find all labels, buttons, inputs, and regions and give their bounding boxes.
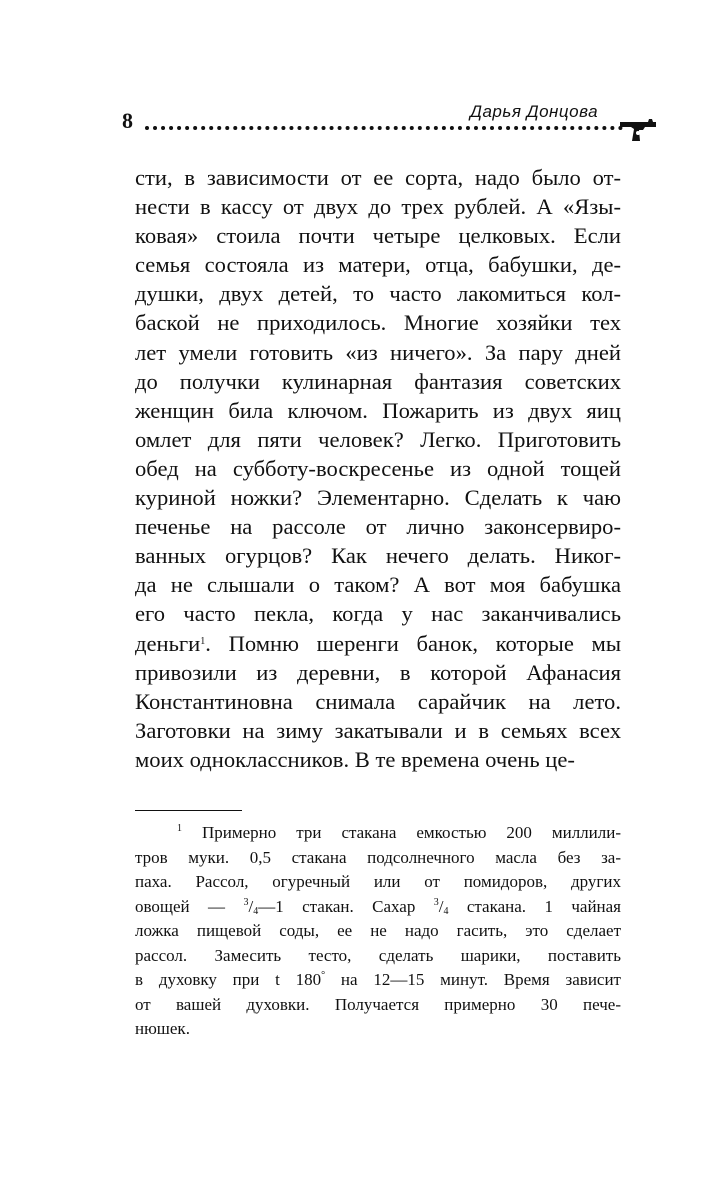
fraction-numerator: 3 <box>433 896 439 908</box>
text-line: куриной ножки? Элементарно. Сделать к чаю <box>135 485 621 511</box>
fraction-slash: / <box>438 896 444 916</box>
footnote-line: от вашей духовки. Получается примерно 30 пече- <box>135 994 621 1014</box>
footnote-line: ложка пищевой соды, ее не надо гасить, это сделает <box>135 921 621 940</box>
footnote-text: овощей — <box>135 896 244 916</box>
text-line: моих одноклассников. В те времена очень це- <box>135 746 575 772</box>
footnote-reference[interactable]: 1 <box>200 635 206 647</box>
footnote-marker: 1 <box>177 823 182 834</box>
fraction-denominator: 4 <box>253 905 259 917</box>
footnote-text: в духовку при t 180 <box>135 970 322 989</box>
text-line: ковая» стоила почти четыре целковых. Если <box>135 223 621 249</box>
footnote-text: —1 стакан. Сахар <box>258 896 434 916</box>
header-dotted-rule <box>145 126 623 130</box>
text-line: Константиновна снимала сарайчик на лето. <box>135 688 621 714</box>
footnote-line: рассол. Замесить тесто, сделать шарики, поставить <box>135 945 621 965</box>
footnote <box>135 821 621 1042</box>
degree-sign: ° <box>321 970 326 981</box>
text-line: привозили из деревни, в которой Афанасия <box>135 659 621 685</box>
fraction-slash: / <box>248 896 254 916</box>
footnote-text: на 12—15 минут. Время зависит <box>325 970 621 989</box>
text-line: сти, в зависимости от ее сорта, надо было от- <box>135 165 621 190</box>
footnote-text: Примерно три стакана емкостью 200 миллили- <box>201 823 622 842</box>
footnote-line: тров муки. 0,5 стакана подсолнечного масла без за- <box>135 847 621 867</box>
revolver-icon <box>618 114 658 144</box>
text-fragment: деньги <box>135 630 201 656</box>
text-line: ванных огурцов? Как нечего делать. Никог- <box>135 543 621 569</box>
fraction-numerator: 3 <box>243 896 249 908</box>
text-line: нести в кассу от двух до трех рублей. А «Язы- <box>135 194 621 220</box>
text-line: лет умели готовить «из ничего». За пару дней <box>135 339 621 365</box>
text-line: до получки кулинарная фантазия советских <box>135 368 621 394</box>
text-line: печенье на рассоле от лично законсервиро- <box>135 514 621 540</box>
footnote-line <box>135 895 621 920</box>
footnote-line: паха. Рассол, огуречный или от помидоров, других <box>135 872 621 891</box>
running-header-author: Дарья Донцова <box>470 102 599 121</box>
text-fragment: . Помню шеренги банок, которые мы <box>205 630 621 656</box>
text-line: душки, двух детей, то часто лакомиться кол- <box>135 281 621 307</box>
text-line: да не слышали о таком? А вот моя бабушка <box>135 572 621 598</box>
text-line: женщин била ключом. Пожарить из двух яиц <box>135 397 621 423</box>
text-line: Заготовки на зиму закатывали и в семьях всех <box>135 717 621 743</box>
footnote-separator <box>135 810 242 811</box>
text-line: его часто пекла, когда у нас заканчивались <box>135 601 621 627</box>
text-line <box>135 629 621 658</box>
main-text <box>135 163 621 774</box>
page-number: 8 <box>122 108 133 133</box>
footnote-line <box>135 968 621 993</box>
fraction-denominator: 4 <box>443 905 449 917</box>
footnote-line <box>135 821 621 846</box>
footnote-text: стакана. 1 чайная <box>448 896 621 916</box>
footnote-line: нюшек. <box>135 1019 190 1038</box>
text-line: омлет для пяти человек? Легко. Приготовить <box>135 426 621 452</box>
text-line: обед на субботу-воскресенье из одной тощей <box>135 455 621 481</box>
text-line: семья состояла из матери, отца, бабушки, де- <box>135 252 621 278</box>
text-line: баской не приходилось. Многие хозяйки тех <box>135 310 621 336</box>
